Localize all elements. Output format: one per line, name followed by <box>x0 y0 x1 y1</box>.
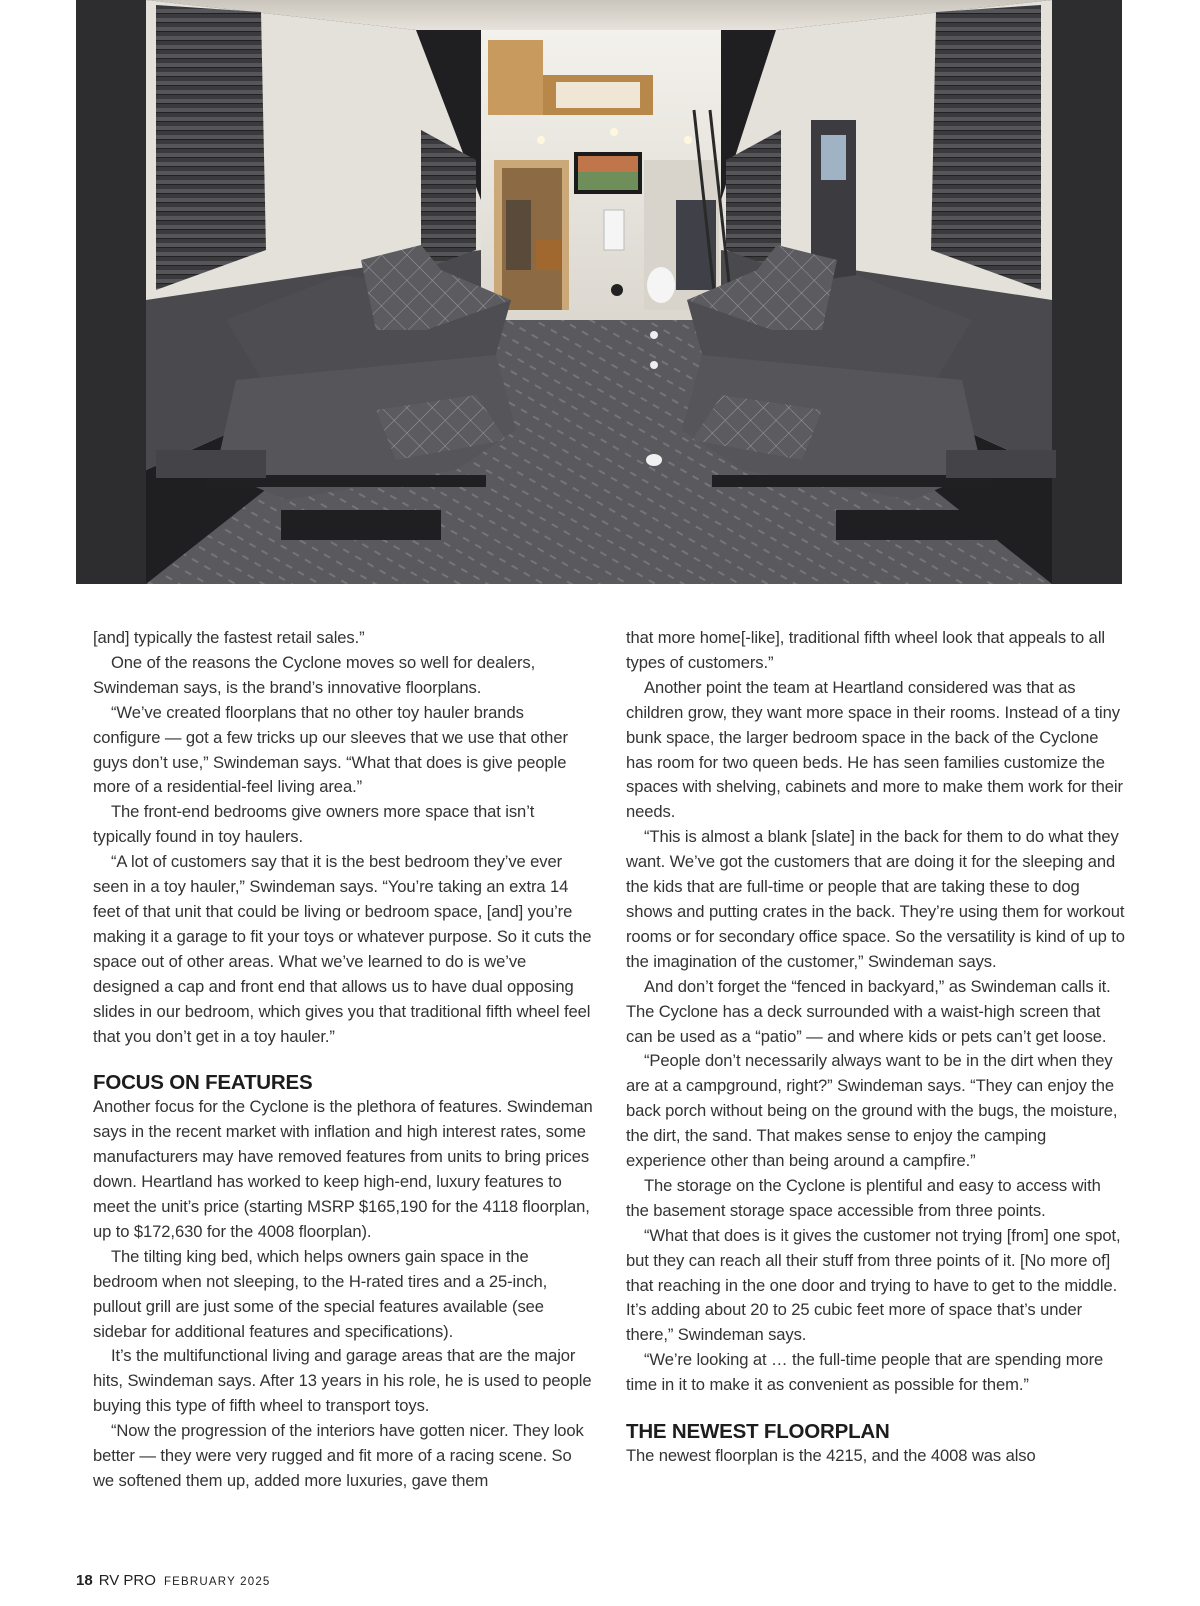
article-paragraph: “This is almost a blank [slate] in the back for them to do what they want. We’ve got the customers that are doing it for the sleeping and the kids that are full-time or people that are taking these to dog shows and putting crates in the back. They’re using them for workout rooms or for secondary office space. So the versatility is kind of up to the imagination of the customer,” Swindeman says. <box>626 827 1125 971</box>
magazine-name: RV PRO <box>98 1572 156 1589</box>
article-photo <box>76 0 1122 584</box>
section-heading: THE NEWEST FLOORPLAN <box>626 1420 890 1444</box>
page-footer <box>76 1572 271 1589</box>
article-paragraph: [and] typically the fastest retail sales.” <box>93 628 365 647</box>
article-column-right <box>626 626 1126 1469</box>
article-paragraph: “Now the progression of the interiors have gotten nicer. They look better — they were very rugged and fit more of a racing scene. So we softened them up, added more luxuries, gave them <box>93 1421 584 1490</box>
article-paragraph: “A lot of customers say that it is the best bedroom they’ve ever seen in a toy hauler,” Swindeman says. “You’re taking an extra 14 feet of that unit that could be living or bedroom space, [and] you’re making it a garage to fit your toys or whatever purpose. So it cuts the space out of other areas. What we’ve learned to do is we’ve designed a cap and front end that allows us to have dual opposing slides in our bedroom, which gives you that traditional fifth wheel feel that you don’t get in a toy hauler.” <box>93 852 592 1046</box>
article-column-left <box>93 626 593 1494</box>
article-paragraph: “What that does is it gives the customer not trying [from] one spot, but they can reach all their stuff from three points of it. [No more of] that reaching in the one door and trying to have to get to the middle. It’s adding about 20 to 25 cubic feet more of space that’s under there,” Swindeman says. <box>626 1225 1121 1345</box>
section-heading: FOCUS ON FEATURES <box>93 1071 313 1095</box>
article-paragraph: Another focus for the Cyclone is the plethora of features. Swindeman says in the recent market with inflation and high interest rates, some manufacturers may have removed features from units to bring prices down. Heartland has worked to keep high-end, luxury features to meet the unit’s price (starting MSRP $165,190 for the 4118 floorplan, up to $172,630 for the 4008 floorplan). <box>93 1097 593 1241</box>
article-paragraph: The tilting king bed, which helps owners gain space in the bedroom when not sleeping, to the H-rated tires and a 25-inch, pullout grill are just some of the special features available (see sidebar for additional features and specifications). <box>93 1246 548 1341</box>
article-paragraph: It’s the multifunctional living and garage areas that are the major hits, Swindeman says. After 13 years in his role, he is used to people buying this type of fifth wheel to transport toys. <box>93 1346 592 1416</box>
article-paragraph: And don’t forget the “fenced in backyard,” as Swindeman calls it. The Cyclone has a deck surrounded with a waist-high screen that can be used as a “patio” — and where kids or pets can’t get loose. <box>626 976 1111 1046</box>
page-number: 18 <box>76 1572 93 1589</box>
issue-date: FEBRUARY 2025 <box>163 1576 271 1588</box>
article-paragraph: “We’ve created floorplans that no other toy hauler brands configure — got a few tricks up our sleeves that we use that other guys don’t use,” Swindeman says. “What that does is give people more of a residential-feel living area.” <box>93 702 568 797</box>
article-paragraph: The storage on the Cyclone is plentiful and easy to access with the basement storage space accessible from three points. <box>626 1175 1101 1220</box>
article-paragraph: “People don’t necessarily always want to be in the dirt when they are at a campground, right?” Swindeman says. “They can enjoy the back porch without being on the ground with the bugs, the moisture, the dirt, the sand. That makes sense to enjoy the camping experience other than being around a campfire.” <box>626 1051 1118 1171</box>
article-paragraph: that more home[-like], traditional fifth wheel look that appeals to all types of customers.” <box>626 628 1105 672</box>
article-paragraph: Another point the team at Heartland considered was that as children grow, they want more space in their rooms. Instead of a tiny bunk space, the larger bedroom space in the back of the Cyclone has room for two queen beds. He has seen families customize the spaces with shelving, cabinets and more to make them work for their needs. <box>626 677 1123 822</box>
article-paragraph: The front-end bedrooms give owners more space that isn’t typically found in toy haulers. <box>93 802 535 847</box>
article-paragraph: One of the reasons the Cyclone moves so well for dealers, Swindeman says, is the brand’s innovative floorplans. <box>93 652 536 697</box>
article-paragraph: “We’re looking at … the full-time people that are spending more time in it to make it as convenient as possible for them.” <box>626 1350 1104 1395</box>
toy-hauler-interior-illustration <box>76 0 1122 584</box>
article-paragraph: The newest floorplan is the 4215, and the 4008 was also <box>626 1446 1036 1466</box>
